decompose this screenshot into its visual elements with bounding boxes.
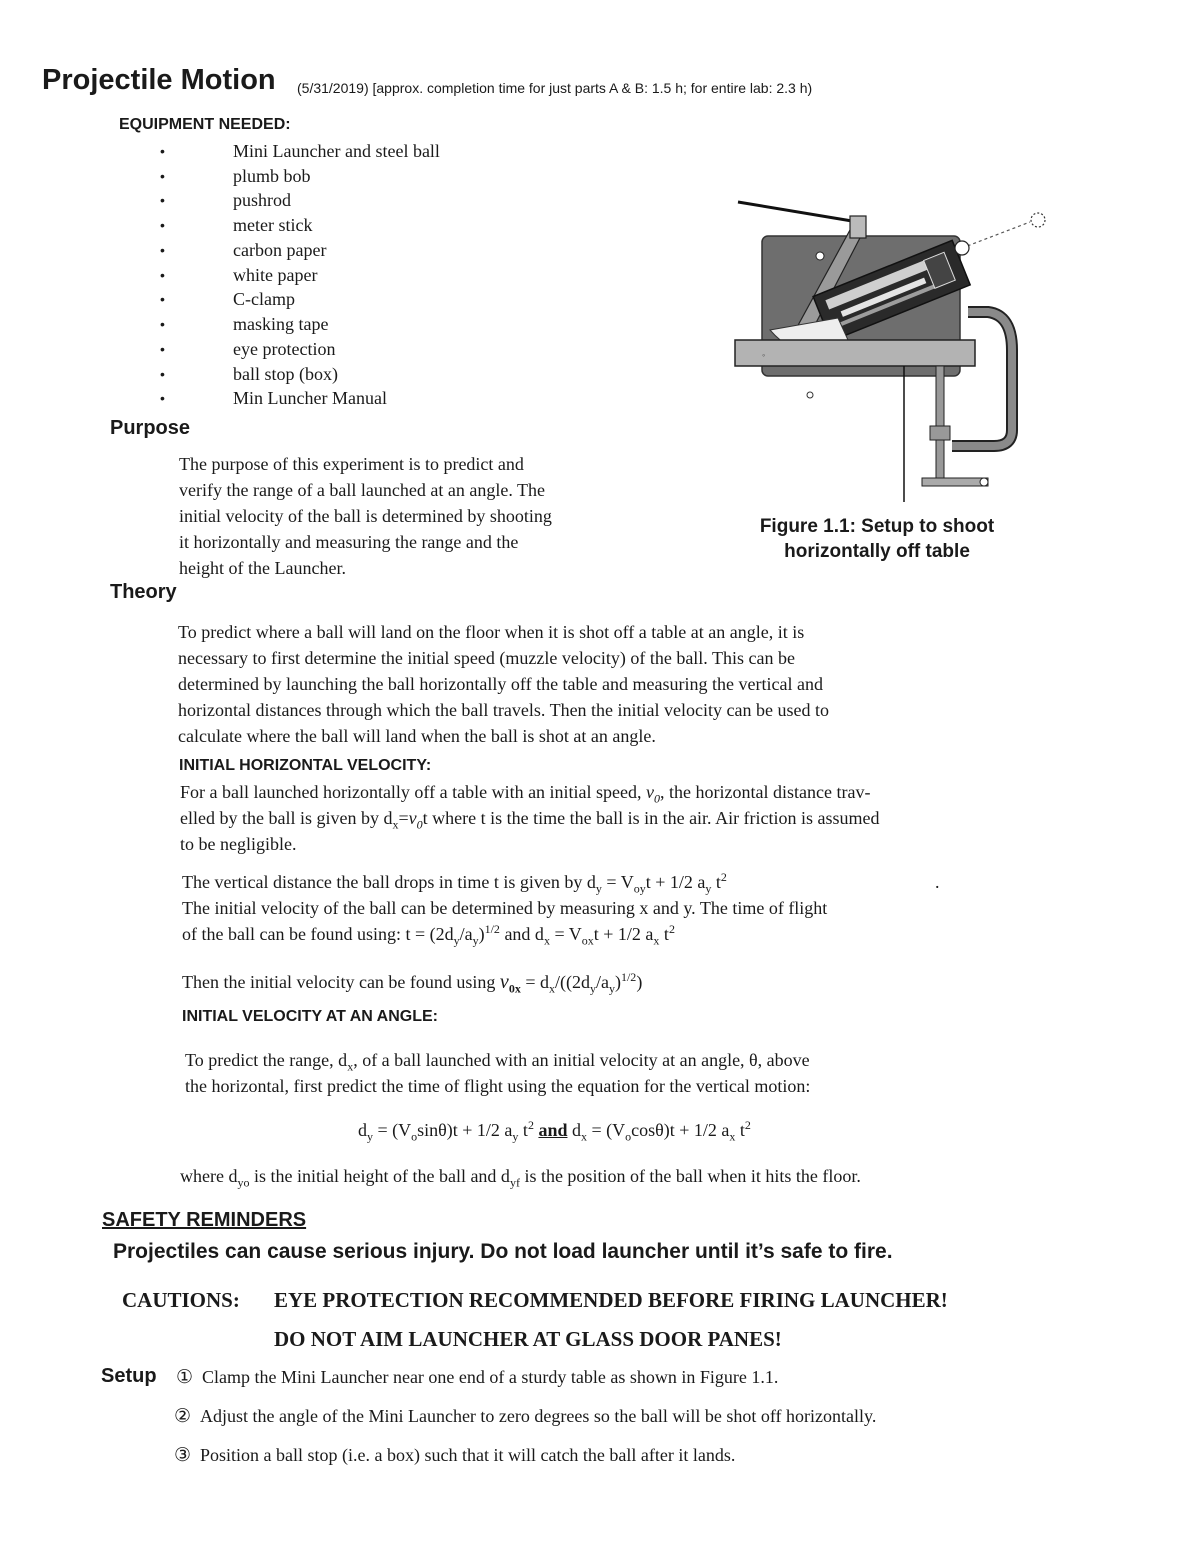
where-line [180, 1163, 861, 1189]
purpose-paragraph [179, 451, 552, 581]
bullet-icon: • [160, 143, 165, 159]
list-item [0, 362, 520, 386]
text-run: of the ball can be found using: t = (2d [182, 924, 454, 944]
symbol-v: v [499, 971, 509, 993]
and-connector: and [538, 1120, 568, 1140]
superscript: 2 [527, 1118, 534, 1132]
subscript: y [608, 981, 615, 996]
subscript: x [548, 981, 555, 996]
superscript: 2 [720, 870, 727, 884]
purpose-line: height of the Launcher. [179, 558, 346, 578]
setup-step [174, 1444, 735, 1466]
bullet-icon: • [160, 390, 165, 406]
subscript: y [705, 881, 712, 896]
text-run: /a [595, 972, 609, 992]
caution-label: CAUTIONS: [122, 1288, 240, 1312]
text-run: elled by the ball is given by d [180, 808, 393, 828]
theory-paragraph [178, 619, 829, 749]
superscript: 1/2 [620, 970, 637, 984]
theory-line: To predict where a ball will land on the floor when it is shot off a table at an angle, it is [178, 622, 805, 642]
title-note: (5/31/2019) [approx. completion time for just parts A & B: 1.5 h; for entire lab: 2.3 h) [297, 80, 813, 96]
text-run: /((2d [554, 972, 590, 992]
subscript: o [625, 1129, 632, 1144]
bullet-icon: • [160, 366, 165, 382]
stray-dot: . [935, 872, 940, 892]
purpose-line: The purpose of this experiment is to predict and [179, 454, 524, 474]
text-run: = (V [373, 1120, 412, 1140]
setup-step [176, 1366, 778, 1388]
vertical-distance-line [182, 869, 727, 895]
angle-paragraph [185, 1047, 810, 1099]
horizontal-line-1 [180, 779, 880, 805]
measure-line: The initial velocity of the ball can be determined by measuring x and y. The time of flight [182, 898, 828, 918]
equipment-item: Mini Launcher and steel ball [233, 141, 440, 161]
list-item [0, 139, 520, 163]
superscript: 2 [744, 1118, 751, 1132]
list-item [0, 188, 520, 212]
text-run: /a [459, 924, 473, 944]
theory-line: calculate where the ball will land when the ball is shot at an angle. [178, 726, 656, 746]
text-run: = [398, 808, 409, 828]
text-run: d [567, 1120, 581, 1140]
setup-heading: Setup [101, 1365, 157, 1387]
subscript: ox [581, 933, 594, 948]
text-run: t [659, 924, 669, 944]
equipment-item: white paper [233, 265, 318, 285]
step-number: ① [176, 1366, 194, 1388]
theory-heading: Theory [110, 581, 177, 603]
step-number: ③ [174, 1444, 192, 1466]
text-run: = d [520, 972, 549, 992]
superscript: 1/2 [484, 922, 500, 936]
subscript: x [543, 933, 550, 948]
subscript: y [512, 1129, 519, 1144]
equipment-item: masking tape [233, 314, 329, 334]
bullet-icon: • [160, 168, 165, 184]
caution-glass-panes: DO NOT AIM LAUNCHER AT GLASS DOOR PANES! [274, 1327, 782, 1351]
theory-line: horizontal distances through which the ball travels. Then the initial velocity can be used to [178, 700, 829, 720]
subscript: y [453, 933, 460, 948]
text-run: t [711, 872, 721, 892]
figure-caption-line: horizontally off table [784, 541, 970, 562]
subscript: 0 [654, 791, 661, 806]
initial-horizontal-heading: INITIAL HORIZONTAL VELOCITY: [179, 757, 432, 774]
angle-equation [358, 1117, 751, 1143]
text-run: ) [478, 924, 485, 944]
launcher-setup-figure [730, 190, 1060, 510]
horizontal-line-3: to be negligible. [180, 834, 297, 854]
subscript: yf [509, 1175, 520, 1190]
equipment-item: pushrod [233, 190, 291, 210]
text-run: is the position of the ball when it hits the floor. [519, 1166, 861, 1186]
equipment-item: ball stop (box) [233, 364, 338, 384]
equipment-item: carbon paper [233, 240, 327, 260]
text-run: For a ball launched horizontally off a table with an initial speed, [180, 782, 647, 802]
figure-caption-line: Figure 1.1: Setup to shoot [759, 516, 995, 537]
text-run: Then the initial velocity can be found using [182, 972, 500, 992]
text-run: d [358, 1120, 367, 1140]
list-item [0, 213, 520, 237]
text-run: = V [549, 924, 582, 944]
superscript: 2 [668, 922, 675, 936]
subscript: yo [237, 1175, 250, 1190]
step-text: Adjust the angle of the Mini Launcher to zero degrees so the ball will be shot off horizontally. [200, 1406, 877, 1426]
text-run: = (V [586, 1120, 626, 1140]
theory-line: determined by launching the ball horizontally off the table and measuring the vertical and [178, 674, 823, 694]
text-run: t where t is the time the ball is in the air. Air friction is assumed [422, 808, 880, 828]
text-run: t + 1/2 a [645, 872, 706, 892]
horizontal-paragraph [180, 779, 880, 857]
subscript: x [347, 1059, 354, 1074]
text-run: t + 1/2 a [593, 924, 654, 944]
subscript: o [411, 1129, 418, 1144]
bullet-icon: • [160, 267, 165, 283]
bullet-icon: • [160, 291, 165, 307]
step-number: ② [174, 1405, 192, 1427]
text-run: and d [499, 924, 544, 944]
purpose-line: initial velocity of the ball is determined by shooting [179, 506, 552, 526]
equipment-item: meter stick [233, 215, 313, 235]
symbol-v: v [408, 808, 417, 828]
angle-line-2: the horizontal, first predict the time of flight using the equation for the vertical motion: [185, 1076, 811, 1096]
subscript: x [580, 1129, 587, 1144]
text-run: , of a ball launched with an initial velocity at an angle, θ, above [353, 1050, 810, 1070]
subscript: x [729, 1129, 736, 1144]
subscript: 0 [416, 817, 423, 832]
subscript: y [472, 933, 479, 948]
list-item [0, 312, 520, 336]
angle-line-1 [185, 1047, 810, 1073]
subscript: y [367, 1129, 373, 1144]
svg-text:◦: ◦ [762, 350, 766, 360]
caution-eye-protection: EYE PROTECTION RECOMMENDED BEFORE FIRING LAUNCHER! [274, 1288, 948, 1312]
text-run: t [518, 1120, 528, 1140]
text-run: , the horizontal distance trav- [660, 782, 871, 802]
bullet-icon: • [160, 341, 165, 357]
subscript: x [392, 817, 399, 832]
purpose-heading: Purpose [110, 417, 191, 439]
text-run: ) [636, 972, 643, 992]
equipment-item: Min Luncher Manual [233, 388, 387, 408]
subscript: 0x [508, 981, 521, 996]
safety-heading: SAFETY REMINDERS [102, 1209, 307, 1231]
initial-angle-heading: INITIAL VELOCITY AT AN ANGLE: [182, 1008, 438, 1025]
text-run: The vertical distance the ball drops in time t is given by d [182, 872, 596, 892]
list-item [0, 287, 520, 311]
subscript: y [589, 981, 596, 996]
initial-velocity-line [182, 969, 642, 995]
equipment-heading: EQUIPMENT NEEDED: [119, 116, 291, 133]
theory-line: necessary to first determine the initial speed (muzzle velocity) of the ball. This can be [178, 648, 795, 668]
bullet-icon: • [160, 316, 165, 332]
subscript: x [653, 933, 660, 948]
bullet-icon: • [160, 192, 165, 208]
step-text: Position a ball stop (i.e. a box) such that it will catch the ball after it lands. [200, 1445, 736, 1465]
purpose-line: verify the range of a ball launched at an angle. The [179, 480, 546, 500]
setup-step [174, 1405, 876, 1427]
list-item [0, 386, 520, 410]
text-run: sinθ)t + 1/2 a [417, 1120, 513, 1140]
text-run: = V [601, 872, 634, 892]
time-of-flight-line [182, 921, 675, 947]
purpose-line: it horizontally and measuring the range and the [179, 532, 519, 552]
list-item [0, 337, 520, 361]
symbol-v: v [646, 782, 655, 802]
bullet-icon: • [160, 242, 165, 258]
list-item [0, 263, 520, 287]
equipment-item: plumb bob [233, 166, 311, 186]
text-run: where d [180, 1166, 238, 1186]
subscript: oy [633, 881, 646, 896]
text-run: cosθ)t + 1/2 a [631, 1120, 730, 1140]
figure-caption [742, 514, 1012, 564]
bullet-icon: • [160, 217, 165, 233]
safety-warning: Projectiles can cause serious injury. Do not load launcher until it’s safe to fire. [113, 1240, 893, 1263]
text-run: ) [614, 972, 621, 992]
list-item [0, 238, 520, 262]
equipment-item: eye protection [233, 339, 336, 359]
equipment-item: C-clamp [233, 289, 295, 309]
text-run: t [735, 1120, 745, 1140]
list-item [0, 164, 520, 188]
horizontal-line-2 [180, 805, 880, 831]
subscript: y [595, 881, 602, 896]
step-text: Clamp the Mini Launcher near one end of a sturdy table as shown in Figure 1.1. [202, 1367, 779, 1387]
text-run: is the initial height of the ball and d [249, 1166, 510, 1186]
page-title: Projectile Motion [42, 64, 276, 96]
text-run: To predict the range, d [185, 1050, 348, 1070]
